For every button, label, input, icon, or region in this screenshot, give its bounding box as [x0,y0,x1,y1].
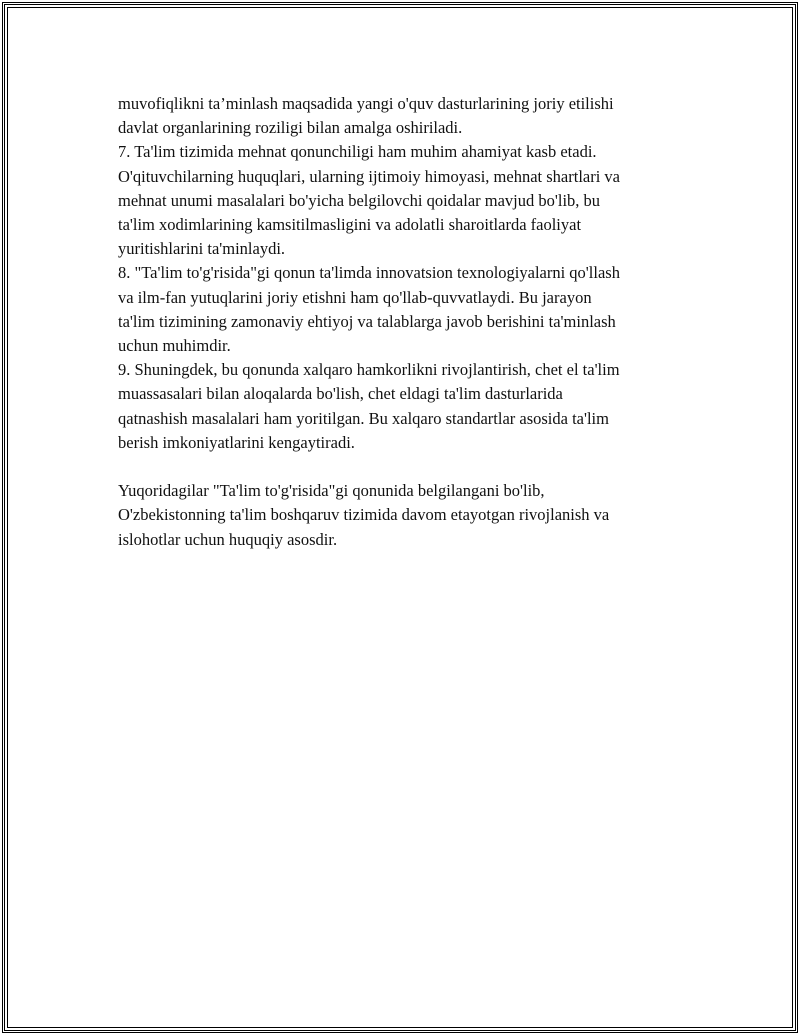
list-item-8 [118,261,688,358]
text-line: davlat organlarining roziligi bilan amalga oshiriladi. [118,118,463,138]
text-line: 9. Shuningdek, bu qonunda xalqaro hamkorlikni rivojlantirish, chet el ta'lim [118,360,620,380]
document-body [118,92,688,552]
text-line: qatnashish masalalari ham yoritilgan. Bu xalqaro standartlar asosida ta'lim [118,408,609,428]
text-line: 7. Ta'lim tizimida mehnat qonunchiligi ham muhim ahamiyat kasb etadi. [118,142,597,162]
paragraph-intro [118,92,688,140]
text-line: 8. "Ta'lim to'g'risida"gi qonun ta'limda innovatsion texnologiyalarni qo'llash [118,263,620,283]
text-line: ta'lim tizimining zamonaviy ehtiyoj va talablarga javob berishini ta'minlash [118,311,616,331]
text-line: O'qituvchilarning huquqlari, ularning ijtimoiy himoyasi, mehnat shartlari va [118,166,621,186]
text-line: islohotlar uchun huquqiy asosdir. [118,529,338,549]
text-line: berish imkoniyatlarini kengaytiradi. [118,432,355,452]
text-line: yuritishlarini ta'minlaydi. [118,239,286,259]
list-item-9 [118,358,688,455]
paragraph-conclusion [118,479,688,552]
text-line: muassasalari bilan aloqalarda bo'lish, chet eldagi ta'lim dasturlarida [118,384,563,404]
text-line: Yuqoridagilar "Ta'lim to'g'risida"gi qonunida belgilangani bo'lib, [118,481,545,501]
text-line: muvofiqlikni ta’minlash maqsadida yangi o'quv dasturlarining joriy etilishi [118,94,614,113]
text-line: ta'lim xodimlarining kamsitilmasligini va adolatli sharoitlarda faoliyat [118,215,582,235]
text-line: O'zbekistonning ta'lim boshqaruv tizimida davom etayotgan rivojlanish va [118,505,610,525]
text-line: uchun muhimdir. [118,336,231,356]
paragraph-gap [118,455,688,479]
text-line: mehnat unumi masalalari bo'yicha belgilovchi qoidalar mavjud bo'lib, bu [118,190,601,210]
list-item-7 [118,140,688,261]
text-line: va ilm-fan yutuqlarini joriy etishni ham qo'llab-quvvatlaydi. Bu jarayon [118,287,592,307]
